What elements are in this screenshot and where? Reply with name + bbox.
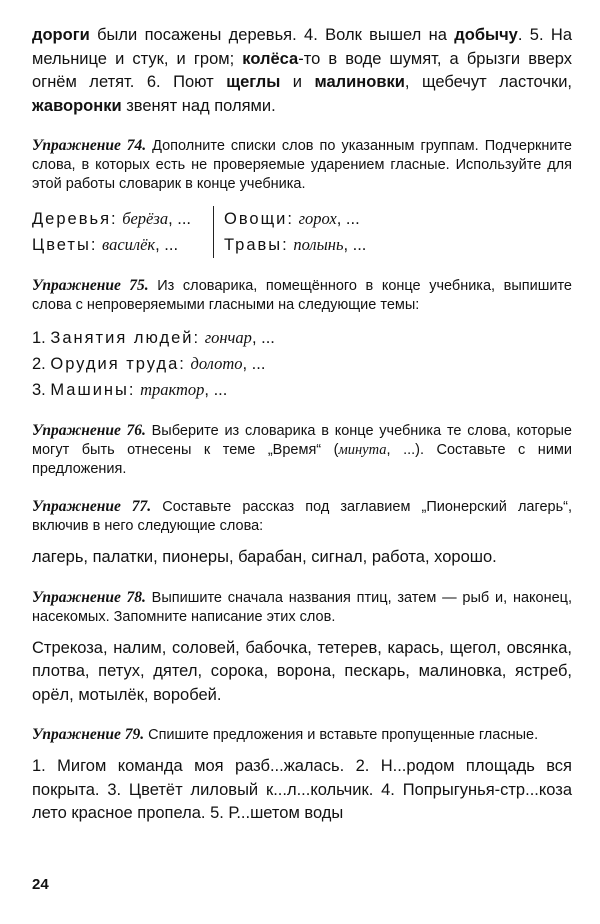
exercise-79 <box>32 725 572 826</box>
ellipsis: , ... <box>155 236 179 254</box>
exercise-title: Упражнение 77. <box>32 498 152 515</box>
instruction-text: Выберите из словарика в конце учебника те слова, которые могут быть отнесены к теме „Время“ ( <box>32 423 572 458</box>
example-word: минута <box>338 442 387 458</box>
group-row <box>224 206 366 232</box>
word-list: Стрекоза, налим, соловей, бабочка, тетерев, карась, щегол, овсянка, плотва, петух, дятел, сорока, ворона, пескарь, малиновка, ястреб, орёл, мотылёк, воробей. <box>32 638 572 704</box>
text-segment: -то в воде шумят, а брызги вверх огнём летят. 6. Поют <box>32 49 572 91</box>
topic-label: Машины: <box>50 381 136 399</box>
list-item <box>32 351 572 377</box>
groups-right-column <box>213 206 366 258</box>
bold-word: щеглы <box>226 73 281 91</box>
text-segment: звенят над полями. <box>121 96 276 115</box>
exercise-76-instruction <box>32 421 572 479</box>
topic-label: Занятия людей: <box>50 329 201 347</box>
example-word: долото <box>190 354 243 373</box>
ellipsis: , ... <box>168 210 191 228</box>
bold-word: жаворонки <box>32 96 122 115</box>
exercise-title: Упражнение 74. <box>32 137 147 154</box>
group-row <box>224 232 366 258</box>
topic-list <box>32 325 572 403</box>
ellipsis: , ... <box>251 329 275 347</box>
ellipsis: , ... <box>336 210 360 228</box>
item-number: 2. <box>32 355 46 373</box>
ellipsis: , ... <box>343 236 367 254</box>
word-groups-table <box>32 206 572 258</box>
group-label: Травы: <box>224 236 289 254</box>
exercise-75-instruction <box>32 276 572 315</box>
list-item <box>32 377 572 403</box>
exercise-77-instruction <box>32 497 572 536</box>
example-word: берёза <box>122 209 169 228</box>
exercise-title: Упражнение 78. <box>32 588 146 606</box>
sentences-text: 1. Мигом команда моя разб...жалась. 2. Н...родом площадь вся покрыта. 3. Цветёт лиловый к...л...кольчик. 4. Попрыгунья-стр...коза лето красное пропела. 5. Р...шетом воды <box>32 757 572 822</box>
exercise-74-instruction <box>32 136 572 194</box>
exercise-76 <box>32 421 572 479</box>
exercise-77 <box>32 497 572 570</box>
bold-word: колёса <box>242 49 299 68</box>
group-row <box>32 206 191 232</box>
example-word: горох <box>298 209 337 228</box>
word-list: лагерь, палатки, пионеры, барабан, сигнал, работа, хорошо. <box>32 548 497 566</box>
list-item <box>32 325 572 351</box>
intro-paragraph <box>32 24 572 118</box>
example-word: трактор <box>140 380 205 399</box>
group-label: Овощи: <box>224 210 294 228</box>
item-number: 3. <box>32 381 46 399</box>
text-segment: и <box>280 73 315 91</box>
text-segment: были посажены деревья. 4. Волк вышел на <box>89 26 455 44</box>
exercise-title: Упражнение 75. <box>32 277 149 294</box>
exercise-78-instruction <box>32 588 572 627</box>
group-label: Деревья: <box>32 210 118 228</box>
exercise-title: Упражнение 79. <box>32 726 145 743</box>
page-number: 24 <box>32 876 49 893</box>
group-row <box>32 232 191 258</box>
groups-left-column <box>32 206 213 258</box>
bold-word: малиновки <box>314 73 405 91</box>
ellipsis: , ... <box>204 381 228 399</box>
exercise-75 <box>32 276 572 403</box>
instruction-text: Спишите предложения и вставьте пропущенные гласные. <box>144 727 539 743</box>
exercise-title: Упражнение 76. <box>32 422 146 439</box>
instruction-text: Из словарика, помещённого в конце учебника, выпишите слова с непроверяемыми гласными на следующие темы: <box>32 278 572 313</box>
text-segment: , щебечут ласточки, <box>404 73 572 91</box>
instruction-text: , ...). Составьте с ними предложения. <box>32 442 572 477</box>
exercise-78 <box>32 588 572 708</box>
exercise-74 <box>32 136 572 258</box>
example-word: василёк <box>102 235 156 254</box>
group-label: Цветы: <box>32 236 98 254</box>
example-word: гончар <box>204 328 252 347</box>
example-word: полынь <box>293 235 344 254</box>
topic-label: Орудия труда: <box>50 355 186 373</box>
instruction-text: Составьте рассказ под заглавием „Пионерский лагерь“, включив в него следующие слова: <box>32 499 572 534</box>
exercise-79-instruction <box>32 725 572 745</box>
bold-word: дороги <box>32 26 90 44</box>
bold-word: добычу <box>454 26 518 44</box>
item-number: 1. <box>32 329 46 347</box>
ellipsis: , ... <box>242 355 266 373</box>
text-segment: . 5. На мельнице и стук, и гром; <box>32 26 572 68</box>
instruction-text: Выпишите сначала названия птиц, затем — рыб и, наконец, насекомых. Запомните написание этих слов. <box>32 589 572 625</box>
instruction-text: Дополните списки слов по указанным группам. Подчеркните слова, в которых есть не проверяемые ударением гласные. Используйте для этой работы словарик в конце учебника. <box>32 138 572 192</box>
